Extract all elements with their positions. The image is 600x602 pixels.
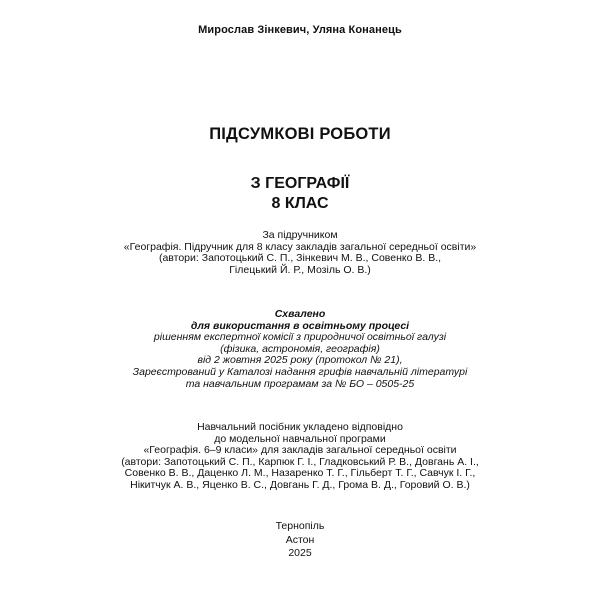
program-line: Навчальний посібник укладено відповідно: [197, 421, 403, 433]
program-line: Совенко В. В., Даценко Л. М., Назаренко Т. Г., Гільберт Т. Г., Савчук І. Г.,: [124, 467, 476, 480]
imprint-year: 2025: [288, 547, 312, 559]
program-line: (автори: Запотоцький С. П., Карпюк Г. І., Гладковський Р. В., Довгань А. І.,: [121, 455, 479, 468]
approval-purpose: для використання в освітньому процесі: [190, 319, 410, 332]
subject-heading: [0, 174, 600, 214]
approval-line: та навчальним програмам за № БО – 0505-25: [185, 377, 415, 390]
program-reference: [0, 422, 600, 492]
imprint-city: Тернопіль: [275, 520, 325, 532]
program-line: до модельної навчальної програми: [214, 432, 386, 445]
approval-heading: Схвалено: [274, 308, 326, 320]
approval-line: від 2 жовтня 2025 року (протокол № 21),: [197, 354, 403, 367]
authors: Мирослав Зінкевич, Уляна Конанець: [198, 24, 402, 36]
approval-line: Зареєстрований у Каталозі надання грифів навчальній літературі: [132, 365, 468, 378]
textbook-line: (автори: Запотоцький С. П., Зінкевич М. В., Совенко В. В.,: [158, 252, 442, 265]
grade-line: 8 КЛАС: [271, 195, 329, 212]
imprint-publisher: Астон: [285, 533, 315, 546]
book-title: ПІДСУМКОВІ РОБОТИ: [209, 125, 391, 143]
subject-line: З ГЕОГРАФІЇ: [250, 175, 350, 192]
textbook-reference: [0, 230, 600, 276]
approval-line: (фізика, астрономія, географія): [220, 342, 380, 355]
approval-line: рішенням експертної комісії з природничої освітньої галузі: [153, 331, 447, 344]
imprint: [0, 520, 600, 561]
approval-statement: [0, 309, 600, 390]
textbook-line: «Географія. Підручник для 8 класу закладів загальної середньої освіти»: [123, 240, 477, 253]
program-line: Нікитчук А. В., Яценко В. С., Довгань Г. Д., Грома В. Д., Горовий О. В.): [130, 478, 470, 491]
program-line: «Географія. 6–9 класи» для закладів загальної середньої освіти: [143, 444, 457, 457]
textbook-line: За підручником: [262, 229, 338, 241]
textbook-line: Гілецький Й. Р., Мозіль О. В.): [229, 263, 371, 276]
